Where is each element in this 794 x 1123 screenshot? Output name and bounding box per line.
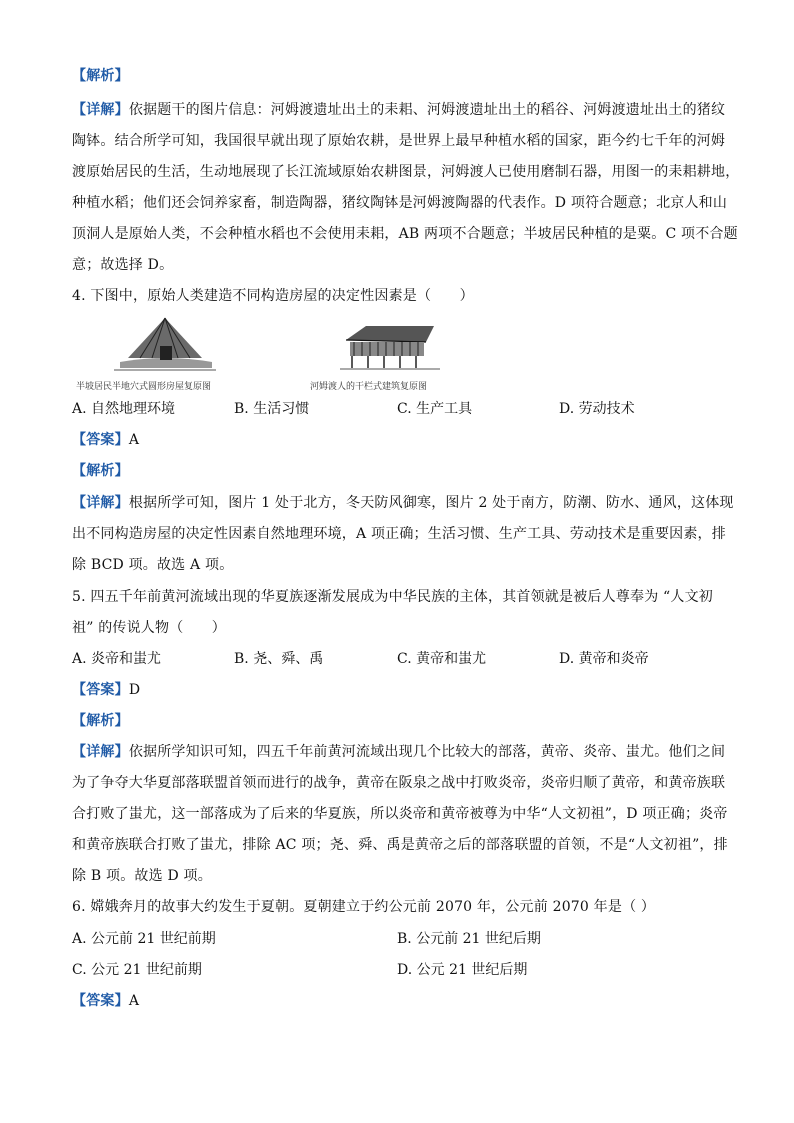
explain-line: 除 BCD 项。故选 A 项。 <box>72 557 234 573</box>
explain-line: 【详解】依据题干的图片信息：河姆渡遗址出土的耒耜、河姆渡遗址出土的稻谷、河姆渡遗址出土的猪纹 <box>72 102 726 118</box>
explain-line: 陶钵。结合所学可知，我国很早就出现了原始农耕，是世界上最早种植水稻的国家，距今约七千年的河姆 <box>72 133 726 149</box>
explain-line: 【详解】依据所学知识可知，四五千年前黄河流域出现几个比较大的部落，黄帝、炎帝、蚩尤。他们之间 <box>72 744 726 760</box>
explain-line: 种植水稻；他们还会饲养家畜，制造陶器，猪纹陶钵是河姆渡陶器的代表作。D 项符合题意；北京人和山 <box>72 195 728 211</box>
explain-line: 顶洞人是原始人类，不会种植水稻也不会使用耒耜，AB 两项不合题意；半坡居民种植的是粟。C 项不合题 <box>72 226 738 242</box>
option-c: C. 黄帝和蚩尤 <box>397 651 487 667</box>
explain-line: 出不同构造房屋的决定性因素自然地理环境，A 项正确；生活习惯、生产工具、劳动技术是重要因素，排 <box>72 526 726 542</box>
question-stem: 祖” 的传说人物（ ） <box>72 620 227 636</box>
option-a: A. 自然地理环境 <box>72 401 176 417</box>
answer-line: 【答案】A <box>72 432 140 448</box>
explain-line: 合打败了蚩尤，这一部落成为了后来的华夏族，所以炎帝和黄帝被尊为中华“人文初祖”，D 项正确；炎帝 <box>72 806 728 822</box>
option-d: D. 黄帝和炎帝 <box>559 651 649 667</box>
answer-line: 【答案】D <box>72 682 141 698</box>
explain-line: 渡原始居民的生活，生动地展现了长江流域原始农耕图景，河姆渡人已使用磨制石器，用图一的耒耜耕地， <box>72 164 740 180</box>
answer-line: 【答案】A <box>72 993 140 1009</box>
option-c: C. 生产工具 <box>397 401 473 417</box>
option-d: D. 公元 21 世纪后期 <box>397 962 528 978</box>
explain-line: 和黄帝族联合打败了蚩尤，排除 AC 项；尧、舜、禹是黄帝之后的部落联盟的首领，不是“人文初祖”，排 <box>72 837 728 853</box>
figure-caption: 河姆渡人的干栏式建筑复原图 <box>310 382 428 392</box>
option-c: C. 公元 21 世纪前期 <box>72 962 202 978</box>
question-stem: 6. 嫦娥奔月的故事大约发生于夏朝。夏朝建立于约公元前 2070 年，公元前 2070 年是（ ） <box>72 899 656 915</box>
option-b: B. 公元前 21 世纪后期 <box>397 931 541 947</box>
round-house-image <box>110 314 220 374</box>
analysis-tag: 【解析】 <box>72 713 129 729</box>
option-a: A. 炎帝和蚩尤 <box>72 651 162 667</box>
analysis-tag: 【解析】 <box>72 463 129 479</box>
option-d: D. 劳动技术 <box>559 401 635 417</box>
explain-line: 为了争夺大华夏部落联盟首领而进行的战争，黄帝在阪泉之战中打败炎帝，炎帝归顺了黄帝，和黄帝族联 <box>72 775 726 791</box>
explain-line: 除 B 项。故选 D 项。 <box>72 868 212 884</box>
option-b: B. 尧、舜、禹 <box>234 651 324 667</box>
question-stem: 4. 下图中，原始人类建造不同构造房屋的决定性因素是（ ） <box>72 288 474 304</box>
explain-line: 【详解】根据所学可知，图片 1 处于北方，冬天防风御寒，图片 2 处于南方，防潮、防水、通风，这体现 <box>72 495 734 511</box>
stilt-house-image <box>338 322 442 374</box>
explain-line: 意；故选择 D。 <box>72 257 174 273</box>
figure-caption: 半坡居民半地穴式圆形房屋复原图 <box>76 382 212 392</box>
question-stem: 5. 四五千年前黄河流域出现的华夏族逐渐发展成为中华民族的主体，其首领就是被后人尊奉为 “人文初 <box>72 589 714 605</box>
option-b: B. 生活习惯 <box>234 401 310 417</box>
analysis-tag: 【解析】 <box>72 68 129 84</box>
option-a: A. 公元前 21 世纪前期 <box>72 931 216 947</box>
